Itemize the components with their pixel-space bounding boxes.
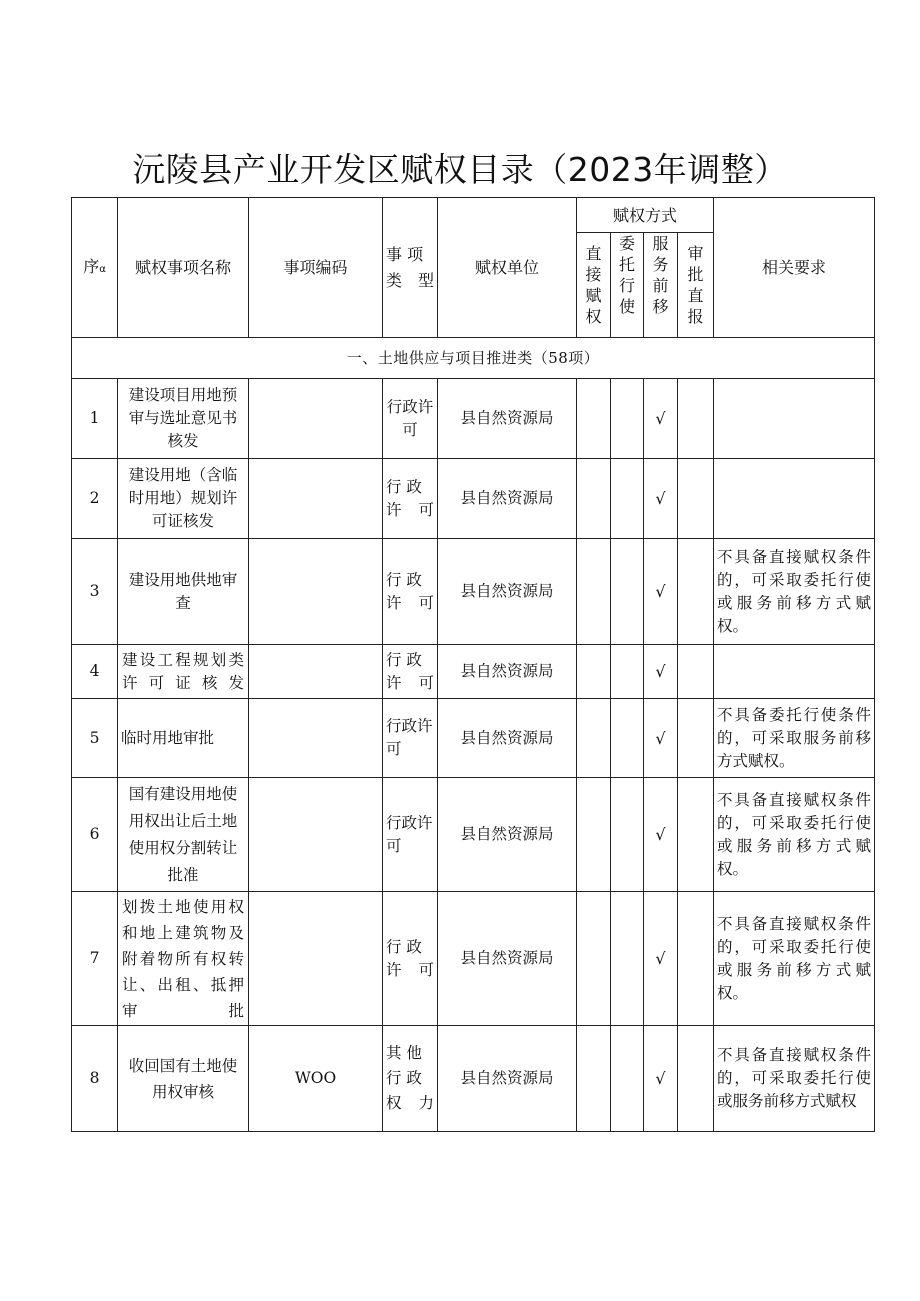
row-seq: 5 — [72, 699, 118, 778]
header-unit: 赋权单位 — [438, 198, 577, 338]
row-seq: 4 — [72, 645, 118, 699]
header-method-group: 赋权方式 — [577, 198, 714, 233]
row-code — [249, 778, 383, 892]
row-direct — [577, 645, 611, 699]
row-requirements: 不具备直接赋权条件的，可采取委托行使或服务前移方式赋权。 — [714, 892, 875, 1026]
row-type: 行政许可 — [383, 699, 438, 778]
row-unit: 县自然资源局 — [438, 459, 577, 539]
row-entrust — [611, 379, 644, 459]
row-requirements: 不具备直接赋权条件的，可采取委托行使或服务前移方式赋权 — [714, 1026, 875, 1132]
table-row — [72, 379, 875, 459]
row-name: 建设用地供地审查 — [118, 539, 249, 645]
row-type: 行 政许可 — [383, 892, 438, 1026]
row-service-check: √ — [644, 459, 678, 539]
row-type: 行 政许可 — [383, 645, 438, 699]
row-unit: 县自然资源局 — [438, 892, 577, 1026]
row-type: 行 政许可 — [383, 459, 438, 539]
row-name: 划拨土地使用权和地上建筑物及附着物所有权转让、出租、抵押审批 — [118, 892, 249, 1026]
row-name: 国有建设用地使用权出让后土地使用权分割转让批准 — [118, 778, 249, 892]
row-type: 其 他行 政权力 — [383, 1026, 438, 1132]
row-service-check: √ — [644, 539, 678, 645]
header-requirements: 相关要求 — [714, 198, 875, 338]
row-service-check: √ — [644, 1026, 678, 1132]
row-entrust — [611, 699, 644, 778]
row-requirements: 不具备直接赋权条件的，可采取委托行使或服务前移方式赋权。 — [714, 778, 875, 892]
row-seq: 7 — [72, 892, 118, 1026]
row-service-check: √ — [644, 379, 678, 459]
row-name: 临时用地审批 — [118, 699, 249, 778]
header-seq: 序α — [72, 198, 118, 338]
table-row — [72, 539, 875, 645]
row-requirements: 不具备直接赋权条件的，可采取委托行使或服务前移方式赋权。 — [714, 539, 875, 645]
row-code — [249, 699, 383, 778]
section-heading: 一、土地供应与项目推进类（58项） — [72, 338, 875, 379]
row-name: 收回国有土地使用权审核 — [118, 1026, 249, 1132]
row-entrust — [611, 778, 644, 892]
row-service-check: √ — [644, 778, 678, 892]
row-unit: 县自然资源局 — [438, 699, 577, 778]
row-code: WOO — [249, 1026, 383, 1132]
row-seq: 6 — [72, 778, 118, 892]
table-row — [72, 699, 875, 778]
row-approve — [678, 379, 714, 459]
row-unit: 县自然资源局 — [438, 1026, 577, 1132]
row-name: 建设项目用地预审与选址意见书核发 — [118, 379, 249, 459]
row-seq: 2 — [72, 459, 118, 539]
row-name: 建设工程规划类许可证核发 — [118, 645, 249, 699]
table-row — [72, 645, 875, 699]
row-approve — [678, 892, 714, 1026]
header-name: 赋权事项名称 — [118, 198, 249, 338]
table-row — [72, 892, 875, 1026]
header-code: 事项编码 — [249, 198, 383, 338]
row-seq: 1 — [72, 379, 118, 459]
row-requirements: 不具备委托行使条件的，可采取服务前移方式赋权。 — [714, 699, 875, 778]
row-unit: 县自然资源局 — [438, 645, 577, 699]
row-approve — [678, 645, 714, 699]
row-name: 建设用地（含临时用地）规划许可证核发 — [118, 459, 249, 539]
row-direct — [577, 778, 611, 892]
row-entrust — [611, 892, 644, 1026]
row-entrust — [611, 539, 644, 645]
row-service-check: √ — [644, 645, 678, 699]
table-row — [72, 1026, 875, 1132]
row-approve — [678, 699, 714, 778]
row-entrust — [611, 1026, 644, 1132]
page-title: 沅陵县产业开发区赋权目录（2023年调整） — [132, 150, 788, 189]
row-direct — [577, 459, 611, 539]
row-service-check: √ — [644, 892, 678, 1026]
row-seq: 3 — [72, 539, 118, 645]
header-method-approve: 审批直报 — [678, 233, 714, 338]
header-method-direct: 直接赋权 — [577, 233, 611, 338]
row-code — [249, 892, 383, 1026]
header-method-entrust: 委托行使 — [611, 233, 644, 338]
row-requirements — [714, 645, 875, 699]
row-direct — [577, 699, 611, 778]
row-unit: 县自然资源局 — [438, 539, 577, 645]
row-code — [249, 379, 383, 459]
row-unit: 县自然资源局 — [438, 778, 577, 892]
row-requirements — [714, 379, 875, 459]
table-row — [72, 778, 875, 892]
row-service-check: √ — [644, 699, 678, 778]
row-direct — [577, 892, 611, 1026]
row-code — [249, 645, 383, 699]
header-method-service: 服务前移 — [644, 233, 678, 338]
row-approve — [678, 1026, 714, 1132]
table-row — [72, 459, 875, 539]
row-approve — [678, 539, 714, 645]
row-direct — [577, 1026, 611, 1132]
row-type: 行政许可 — [383, 379, 438, 459]
row-direct — [577, 379, 611, 459]
row-unit: 县自然资源局 — [438, 379, 577, 459]
row-seq: 8 — [72, 1026, 118, 1132]
row-type: 行政许可 — [383, 778, 438, 892]
row-requirements — [714, 459, 875, 539]
row-type: 行 政许可 — [383, 539, 438, 645]
row-approve — [678, 459, 714, 539]
header-type: 事 项类型 — [383, 198, 438, 338]
row-code — [249, 539, 383, 645]
empowerment-table — [71, 197, 875, 1132]
row-entrust — [611, 459, 644, 539]
row-approve — [678, 778, 714, 892]
row-code — [249, 459, 383, 539]
row-entrust — [611, 645, 644, 699]
row-direct — [577, 539, 611, 645]
